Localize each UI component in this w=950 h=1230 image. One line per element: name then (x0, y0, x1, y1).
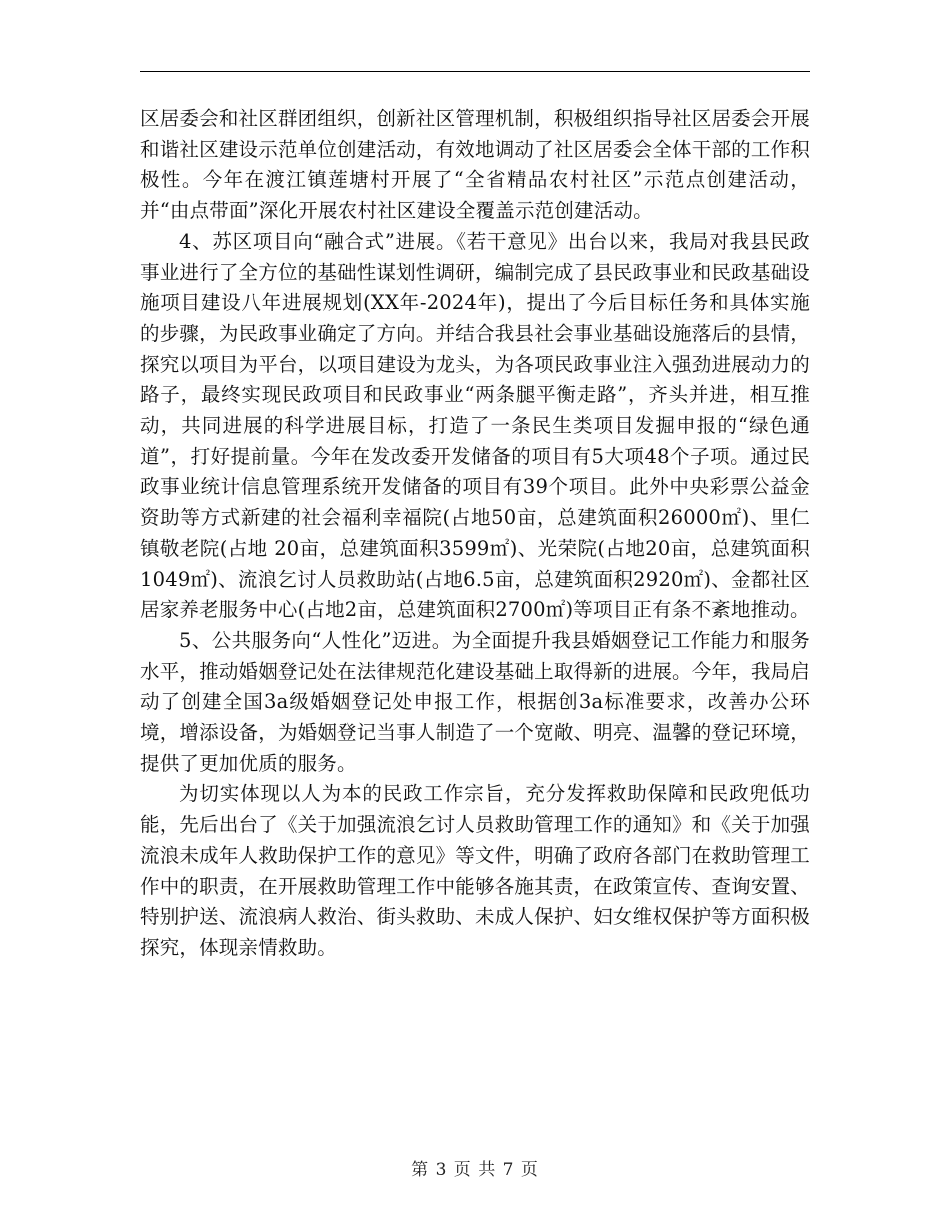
paragraph-relief-management: 为切实体现以人为本的民政工作宗旨，充分发挥救助保障和民政兜低功能，先后出台了《关于加强流浪乞讨人员救助管理工作的通知》和《关于加强流浪未成年人救助保护工作的意见》等文件，明确了政府各部门在救助管理工作中的职责，在开展救助管理工作中能够各施其责，在政策宣传、查询安置、特别护送、流浪病人救治、街头救助、未成人保护、妇女维权保护等方面积极探究，体现亲情救助。 (140, 782, 810, 959)
header-rule (140, 71, 810, 72)
document-body (140, 104, 810, 964)
paragraph-public-service: 5、公共服务向“人性化”迈进。为全面提升我县婚姻登记工作能力和服务水平，推动婚姻登记处在法律规范化建设基础上取得新的进展。今年，我局启动了创建全国3a级婚姻登记处申报工作，根据创3a标准要求，改善办公环境，增添设备，为婚姻登记当事人制造了一个宽敞、明亮、温馨的登记环境，提供了更加优质的服务。 (140, 628, 810, 775)
page-number-footer: 第 3 页 共 7 页 (411, 1160, 539, 1180)
paragraph-community-continuation: 区居委会和社区群团组织，创新社区管理机制，积极组织指导社区居委会开展和谐社区建设示范单位创建活动，有效地调动了社区居委会全体干部的工作积极性。今年在渡江镇莲塘村开展了“全省精品农村社区”示范点创建活动，并“由点带面”深化开展农村社区建设全覆盖示范创建活动。 (140, 107, 810, 223)
paragraph-soviet-area-projects: 4、苏区项目向“融合式”进展。《若干意见》出台以来，我局对我县民政事业进行了全方位的基础性谋划性调研，编制完成了县民政事业和民政基础设施项目建设八年进展规划(XX年-2024年)，提出了今后目标任务和具体实施的步骤，为民政事业确定了方向。并结合我县社会事业基础设施落后的县情，探究以项目为平台，以项目建设为龙头，为各项民政事业注入强劲进展动力的路子，最终实现民政项目和民政事业“两条腿平衡走路”，齐头并进，相互推动，共同进展的科学进展目标，打造了一条民生类项目发掘申报的“绿色通道”，打好提前量。今年在发改委开发储备的项目有5大项48个子项。通过民政事业统计信息管理系统开发储备的项目有39个项目。此外中央彩票公益金资助等方式新建的社会福利幸福院(占地50亩，总建筑面积26000㎡)、里仁镇敬老院(占地 20亩，总建筑面积3599㎡)、光荣院(占地20亩，总建筑面积1049㎡)、流浪乞讨人员救助站(占地6.5亩，总建筑面积2920㎡)、金都社区居家养老服务中心(占地2亩，总建筑面积2700㎡)等项目正有条不紊地推动。 (140, 229, 810, 622)
